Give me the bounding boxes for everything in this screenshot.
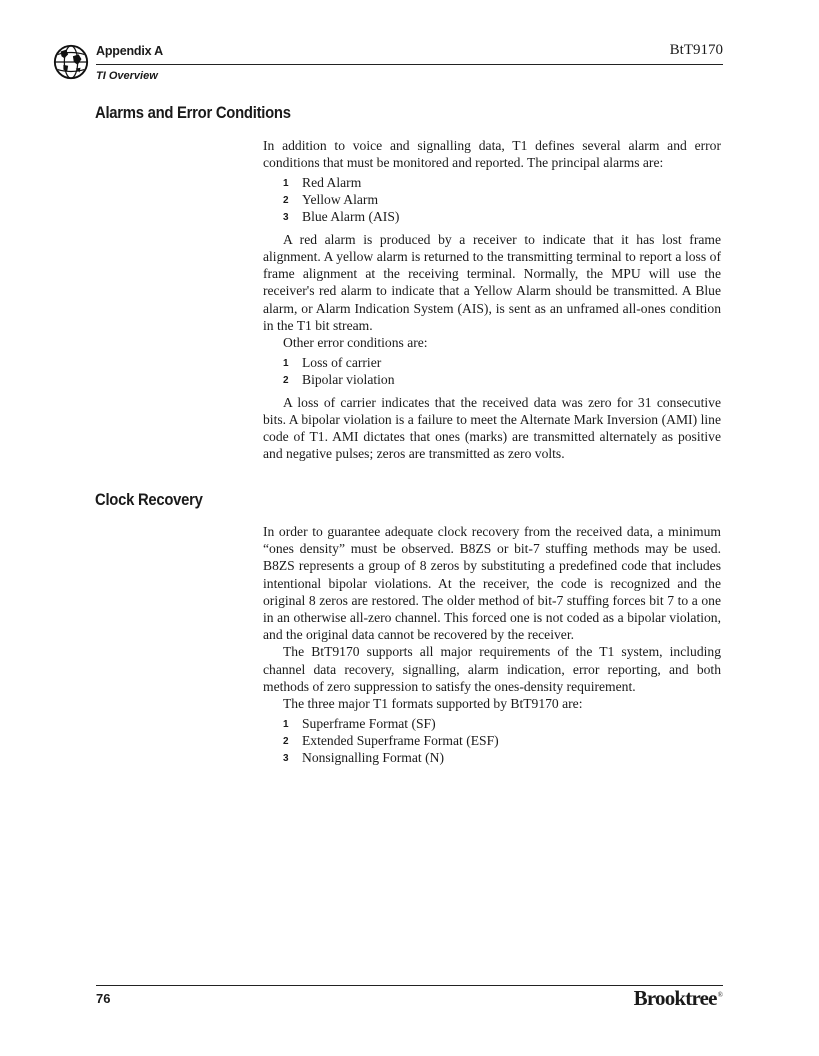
- list-number: 2: [283, 375, 289, 387]
- list-item: [263, 733, 721, 750]
- header-rule: [96, 64, 723, 65]
- heading-clock-recovery: Clock Recovery: [95, 491, 203, 509]
- alarms-intro-paragraph: In addition to voice and signalling data, T1 defines several alarm and error conditions that must be monitored and reported. The principal alarms are:: [263, 138, 721, 171]
- registered-mark: ®: [717, 991, 723, 999]
- clock-intro-paragraph: In order to guarantee adequate clock recovery from the received data, a minimum “ones density” must be observed. B8ZS or bit-7 stuffing methods may be used. B8ZS represents a group of 8 zeros by substituting a predefined code that includes intentional bipolar violations. At the receiver, the code is recognized and the original 8 zeros are restored. The older method of bit-7 stuffing forces bit 7 to a one in an otherwise all-zero channel. This forced one is not coded as a bipolar violation, and the original data cannot be recovered by the receiver.: [263, 524, 721, 643]
- footer-rule: [96, 985, 723, 986]
- list-number: 2: [283, 195, 289, 207]
- brand-logo: [634, 986, 723, 1011]
- red-alarm-paragraph: A red alarm is produced by a receiver to indicate that it has lost frame alignment. A yellow alarm is returned to the transmitting terminal to report a loss of frame alignment at the receiving terminal. Normally, the MPU will use the receiver's red alarm to indicate that a Yellow Alarm should be transmitted. A Blue alarm, or Alarm Indication System (AIS), is sent as an unframed all-ones condition in the T1 bit stream.: [263, 231, 721, 333]
- list-item-text: Loss of carrier: [302, 355, 382, 371]
- alarms-section-body: [263, 137, 721, 463]
- header-section-label: TI Overview: [96, 70, 158, 82]
- error-list: [263, 355, 721, 389]
- loss-of-carrier-paragraph: A loss of carrier indicates that the received data was zero for 31 consecutive bits. A bipolar violation is a failure to meet the Alternate Mark Inversion (AMI) line code of T1. AMI dictates that ones (marks) are transmitted alternately as positive and negative pulses; zeros are transmitted as zero volts.: [263, 394, 721, 462]
- other-errors-paragraph: Other error conditions are:: [283, 335, 428, 351]
- brand-name: Brooktree: [633, 986, 717, 1010]
- list-item-text: Blue Alarm (AIS): [302, 209, 400, 224]
- list-item: [263, 209, 721, 226]
- list-item: [263, 716, 721, 733]
- list-item-text: Red Alarm: [302, 175, 362, 191]
- list-item: [263, 372, 721, 389]
- heading-alarms: Alarms and Error Conditions: [95, 104, 291, 122]
- header-product-name: BtT9170: [669, 42, 723, 58]
- list-item-text: Superframe Format (SF): [302, 716, 436, 732]
- list-number: 3: [283, 212, 289, 223]
- header-appendix-label: Appendix A: [96, 44, 163, 58]
- page-number: 76: [96, 991, 111, 1006]
- list-item: [263, 175, 721, 192]
- list-number: 1: [283, 178, 289, 190]
- list-item-text: Bipolar violation: [302, 372, 395, 388]
- format-list: [263, 716, 721, 766]
- list-number: 3: [283, 752, 289, 764]
- list-number: 1: [283, 719, 289, 731]
- clock-section-body: [263, 523, 721, 772]
- formats-intro-paragraph: The three major T1 formats supported by BtT9170 are:: [283, 696, 583, 712]
- list-number: 2: [283, 736, 289, 748]
- list-item: [263, 192, 721, 209]
- list-number: 1: [283, 358, 289, 370]
- list-item: [263, 355, 721, 372]
- list-item-text: Extended Superframe Format (ESF): [302, 733, 499, 749]
- list-item-text: Yellow Alarm: [302, 192, 379, 208]
- list-item-text: Nonsignalling Format (N): [302, 749, 444, 765]
- supports-paragraph: The BtT9170 supports all major requirements of the T1 system, including channel data recovery, signalling, alarm indication, error reporting, and both methods of zero suppression to satisfy the ones-density requirement.: [263, 644, 721, 694]
- list-item: [263, 750, 721, 767]
- alarm-list: [263, 175, 721, 225]
- globe-logo-icon: [52, 43, 90, 81]
